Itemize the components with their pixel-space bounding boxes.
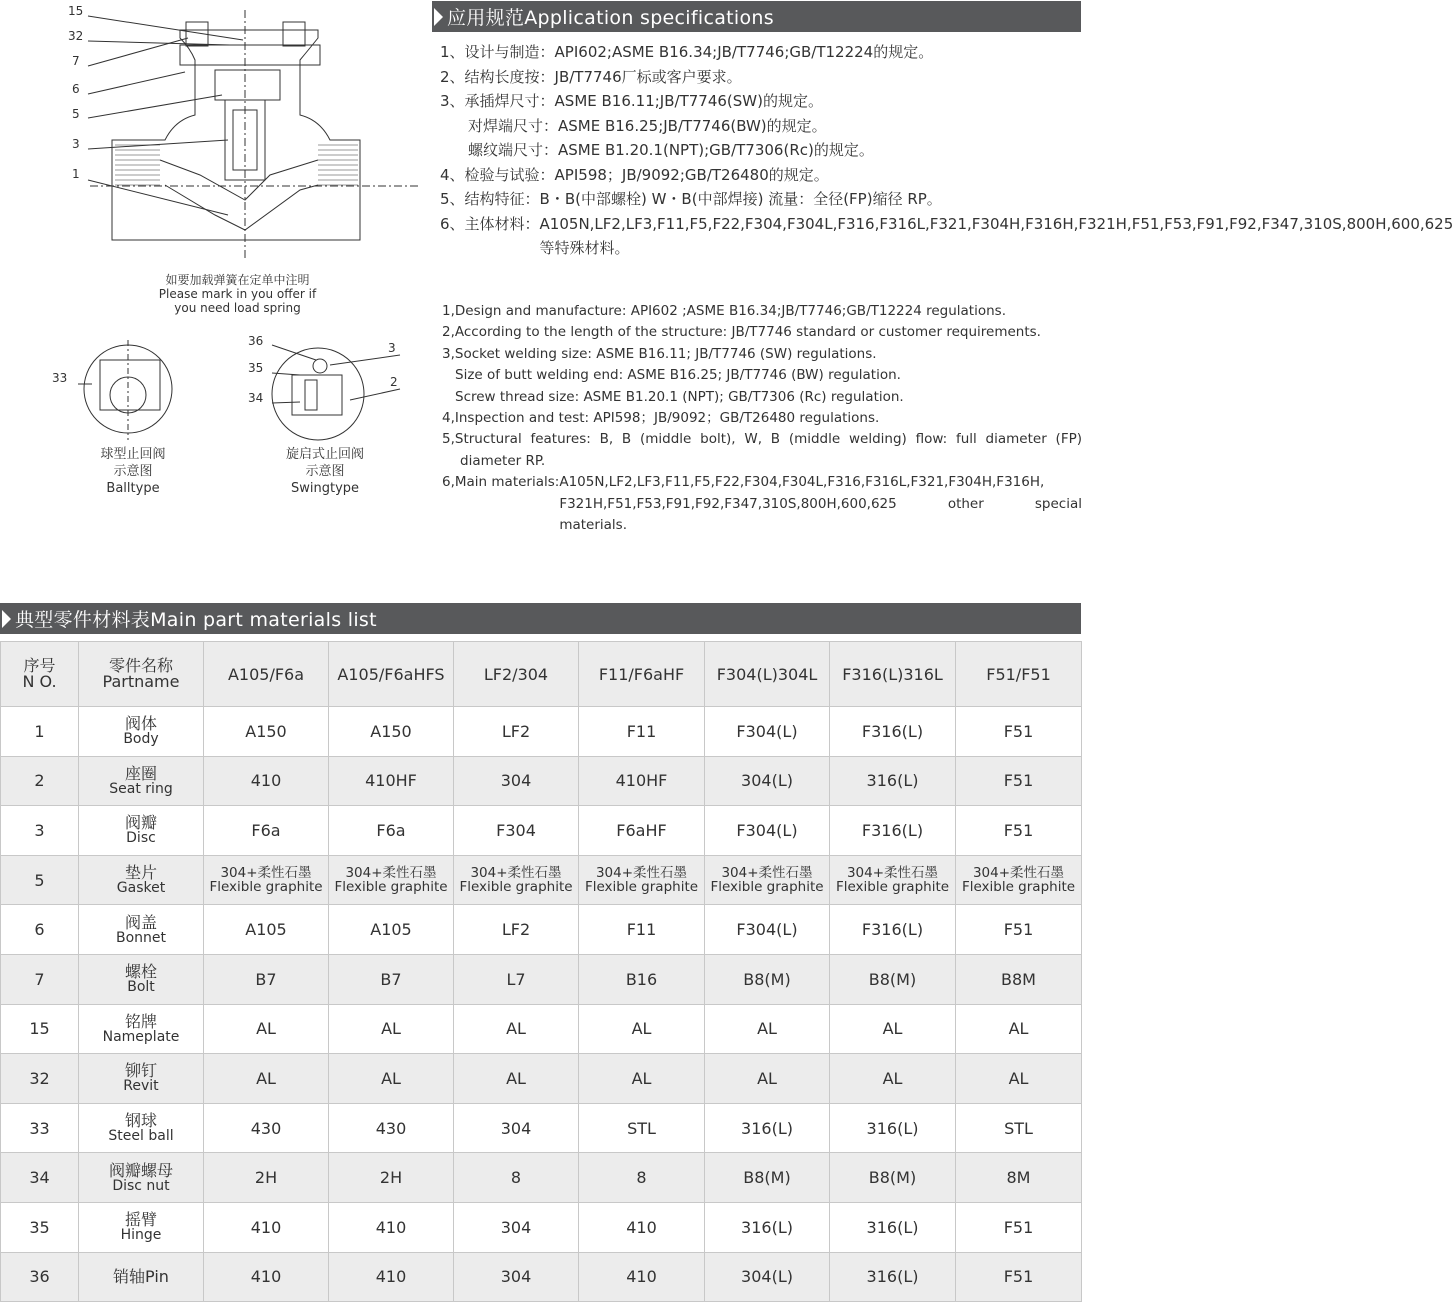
- material-cell: 316(L): [705, 1103, 830, 1153]
- row-no: 32: [1, 1054, 79, 1104]
- spec-section-header: [432, 1, 1081, 32]
- material-cell: F51: [956, 1252, 1082, 1302]
- part-name-cn: 铆钉: [124, 1061, 157, 1081]
- spec-cn-1: 1、设计与制造：API602;ASME B16.34;JB/T7746;GB/T12224的规定。: [440, 43, 934, 61]
- material-cell: A150: [204, 707, 329, 757]
- material-cell: AL: [454, 1004, 579, 1054]
- material-cell: [830, 855, 956, 905]
- material-cell: AL: [579, 1054, 705, 1104]
- gasket-material-en: Flexible graphite: [459, 879, 573, 896]
- material-cell: 316(L): [830, 1252, 956, 1302]
- label-15: 15: [68, 4, 84, 18]
- table-header-row: [1, 642, 1082, 707]
- table-row: [1, 954, 1082, 1004]
- row-no: 7: [1, 954, 79, 1004]
- row-no: 1: [1, 707, 79, 757]
- table-row: [1, 1153, 1082, 1203]
- material-cell: [329, 855, 454, 905]
- material-cell: 410HF: [579, 756, 705, 806]
- material-cell: AL: [454, 1054, 579, 1104]
- materials-section-header: [0, 603, 1081, 634]
- part-name-en: Gasket: [116, 880, 166, 897]
- material-cell: F6aHF: [579, 806, 705, 856]
- table-row: [1, 1202, 1082, 1252]
- part-name-cn: 铭牌: [124, 1011, 157, 1031]
- part-name-cn: 摇臂: [124, 1210, 157, 1230]
- part-name-en: Hinge: [120, 1227, 162, 1244]
- spec-en-2: 2,According to the length of the structure: JB/T7746 standard or customer requirements.: [442, 324, 1041, 341]
- spec-en-5: 5,Structural features: B, B (middle bolt), W, B (middle welding) flow: full diameter (FP): [442, 431, 1082, 448]
- material-cell: F304: [454, 806, 579, 856]
- material-cell: A105: [204, 905, 329, 955]
- label-5: 5: [72, 107, 80, 121]
- spec-en-6-v3: materials.: [559, 517, 627, 534]
- label-3: 3: [72, 137, 80, 151]
- material-cell: [204, 855, 329, 905]
- material-cell: 316(L): [830, 1202, 956, 1252]
- spec-en-6-v2: F321H,F51,F53,F91,F92,F347,310S,800H,600,625 other special: [559, 495, 1082, 512]
- material-cell: 2H: [204, 1153, 329, 1203]
- header-col: A105/F6a: [204, 642, 329, 707]
- material-cell: 8M: [956, 1153, 1082, 1203]
- label-7: 7: [72, 54, 80, 68]
- material-cell: F11: [579, 707, 705, 757]
- material-cell: F51: [956, 806, 1082, 856]
- spec-cn-3b: 对焊端尺寸：ASME B16.25;JB/T7746(BW)的规定。: [468, 116, 827, 135]
- spec-cn-6: [440, 212, 1453, 261]
- material-cell: F6a: [329, 806, 454, 856]
- spec-en-3b: Size of butt welding end: ASME B16.25; JB/T7746 (BW) regulation.: [455, 367, 901, 384]
- row-part: [79, 1103, 204, 1153]
- label-34: 34: [248, 391, 264, 405]
- table-row: [1, 855, 1082, 905]
- part-name-en: Disc: [126, 830, 156, 847]
- gasket-material-cn: 304+柔性石墨: [595, 865, 688, 882]
- material-cell: F6a: [204, 806, 329, 856]
- material-cell: [579, 855, 705, 905]
- ball-type-cn1: 球型止回阀: [100, 447, 166, 462]
- gasket-material-cn: 304+柔性石墨: [972, 865, 1065, 882]
- material-cell: B8(M): [830, 1153, 956, 1203]
- material-cell: F316(L): [830, 707, 956, 757]
- table-row: [1, 1004, 1082, 1054]
- swing-type-en: Swingtype: [290, 481, 360, 496]
- spec-en-list: [442, 301, 1082, 536]
- material-cell: [956, 855, 1082, 905]
- material-cell: 410: [204, 756, 329, 806]
- material-cell: B8(M): [705, 1153, 830, 1203]
- header-col: F11/F6aHF: [579, 642, 705, 707]
- header-col: F316(L)316L: [830, 642, 956, 707]
- material-cell: AL: [705, 1004, 830, 1054]
- swing-type-cn2: 示意图: [305, 464, 345, 479]
- spec-cn-3: 3、承插焊尺寸：ASME B16.11;JB/T7746(SW)的规定。: [440, 92, 823, 110]
- row-no: 36: [1, 1252, 79, 1302]
- table-row: [1, 756, 1082, 806]
- material-cell: 304: [454, 1252, 579, 1302]
- spec-en-6-label: 6,Main materials:: [442, 474, 560, 491]
- materials-title: 典型零件材料表Main part materials list: [15, 609, 377, 631]
- material-cell: 430: [204, 1103, 329, 1153]
- spec-en-4: 4,Inspection and test: API598；JB/9092；GB/T26480 regulations.: [442, 410, 880, 427]
- material-cell: 304: [454, 756, 579, 806]
- gasket-material-en: Flexible graphite: [961, 879, 1076, 896]
- part-name-en: Disc nut: [112, 1177, 170, 1194]
- material-cell: F304(L): [705, 707, 830, 757]
- part-name-cn: 螺栓: [124, 962, 157, 982]
- gasket-material-cn: 304+柔性石墨: [721, 865, 813, 882]
- part-name-cn: 垫片: [124, 863, 157, 883]
- header-col: LF2/304: [454, 642, 579, 707]
- part-name-cn: 阀瓣螺母: [108, 1160, 173, 1180]
- material-cell: F304(L): [705, 806, 830, 856]
- material-cell: AL: [329, 1054, 454, 1104]
- part-name-cn: 阀体: [124, 714, 157, 734]
- row-part: [79, 1153, 204, 1203]
- table-row: [1, 1103, 1082, 1153]
- material-cell: LF2: [454, 707, 579, 757]
- spec-cn-5: 5、结构特征：B・B(中部螺栓) W・B(中部焊接) 流量：全径(FP)缩径 RP。: [440, 190, 942, 208]
- material-cell: 316(L): [830, 1103, 956, 1153]
- label-6: 6: [72, 82, 80, 96]
- material-cell: STL: [579, 1103, 705, 1153]
- label-32: 32: [68, 29, 84, 43]
- spec-title: 应用规范Application specifications: [447, 7, 774, 29]
- part-name-en: Bolt: [127, 979, 155, 996]
- part-name-cn: 阀瓣: [124, 813, 157, 833]
- row-part: [79, 954, 204, 1004]
- spring-note: [130, 273, 345, 315]
- table-row: [1, 1054, 1082, 1104]
- row-part: [79, 1252, 204, 1302]
- material-cell: AL: [204, 1004, 329, 1054]
- material-cell: A105: [329, 905, 454, 955]
- part-name-en: Steel ball: [108, 1128, 174, 1145]
- material-cell: AL: [956, 1054, 1082, 1104]
- row-part: [79, 806, 204, 856]
- row-no: 33: [1, 1103, 79, 1153]
- material-cell: STL: [956, 1103, 1082, 1153]
- table-row: [1, 707, 1082, 757]
- material-cell: 410: [579, 1252, 705, 1302]
- row-no: 6: [1, 905, 79, 955]
- material-cell: F51: [956, 1202, 1082, 1252]
- material-cell: 410: [329, 1252, 454, 1302]
- material-cell: AL: [830, 1054, 956, 1104]
- spring-note-en2: you need load spring: [174, 301, 301, 315]
- spec-cn-6-label: 6、主体材料：: [440, 214, 540, 233]
- swing-type-caption: [260, 446, 390, 497]
- spec-cn-6-value: A105N,LF2,LF3,F11,F5,F22,F304,F304L,F316,F316L,F321,F304H,F316H,F321H,F51,F53,F91,F92,F347,310S,800H,600,625等特殊材料。: [539, 214, 1453, 257]
- row-no: 35: [1, 1202, 79, 1252]
- table-row: [1, 806, 1082, 856]
- row-no: 34: [1, 1153, 79, 1203]
- gasket-material-cn: 304+柔性石墨: [470, 865, 562, 882]
- part-name-en: Nameplate: [102, 1028, 180, 1045]
- gasket-material-en: Flexible graphite: [334, 879, 448, 896]
- row-part: [79, 905, 204, 955]
- part-name-cn: 座圈: [124, 763, 157, 783]
- row-no: 3: [1, 806, 79, 856]
- header-col: F51/F51: [956, 642, 1082, 707]
- material-cell: 410: [329, 1202, 454, 1252]
- material-cell: F316(L): [830, 905, 956, 955]
- gasket-material-en: Flexible graphite: [710, 879, 824, 896]
- spec-en-3: 3,Socket welding size: ASME B16.11; JB/T7746 (SW) regulations.: [442, 345, 877, 362]
- row-part: [79, 1054, 204, 1104]
- gasket-material-en: Flexible graphite: [584, 879, 699, 896]
- spec-en-6-v1: A105N,LF2,LF3,F11,F5,F22,F304,F304L,F316,F316L,F321,F304H,F316H,: [559, 474, 1045, 491]
- table-row: [1, 905, 1082, 955]
- material-cell: LF2: [454, 905, 579, 955]
- material-cell: F11: [579, 905, 705, 955]
- spec-cn-4: 4、检验与试验：API598；JB/9092;GB/T26480的规定。: [440, 165, 829, 184]
- row-part: [79, 1202, 204, 1252]
- part-name-cn: 阀盖: [124, 912, 157, 932]
- material-cell: 430: [329, 1103, 454, 1153]
- header-no: 序号 N O.: [1, 642, 79, 707]
- spec-en-5b: diameter RP.: [460, 452, 546, 469]
- material-cell: B7: [204, 954, 329, 1004]
- header-col: A105/F6aHFS: [329, 642, 454, 707]
- row-part: [79, 707, 204, 757]
- material-cell: F316(L): [830, 806, 956, 856]
- part-name-cn: 销轴Pin: [113, 1266, 169, 1286]
- material-cell: 8: [454, 1153, 579, 1203]
- material-cell: 304: [454, 1103, 579, 1153]
- material-cell: 304: [454, 1202, 579, 1252]
- material-cell: 316(L): [830, 756, 956, 806]
- material-cell: B16: [579, 954, 705, 1004]
- header-col: F304(L)304L: [705, 642, 830, 707]
- material-cell: F51: [956, 905, 1082, 955]
- label-35: 35: [248, 361, 264, 375]
- material-cell: B8M: [956, 954, 1082, 1004]
- label-33: 33: [52, 371, 68, 385]
- row-part: [79, 855, 204, 905]
- part-name-en: Seat ring: [109, 780, 173, 797]
- part-name-en: Body: [123, 731, 159, 748]
- material-cell: AL: [705, 1054, 830, 1104]
- spec-cn-3c: 螺纹端尺寸：ASME B1.20.1(NPT);GB/T7306(Rc)的规定。: [468, 141, 874, 159]
- label-swing-2: 2: [390, 375, 398, 389]
- ball-type-en: Balltype: [106, 481, 160, 496]
- swing-type-cn1: 旋启式止回阀: [285, 447, 364, 462]
- material-cell: AL: [204, 1054, 329, 1104]
- spec-en-3c: Screw thread size: ASME B1.20.1 (NPT); GB/T7306 (Rc) regulation.: [455, 388, 904, 405]
- row-no: 5: [1, 855, 79, 905]
- gasket-material-cn: 304+柔性石墨: [846, 865, 939, 882]
- material-cell: B8(M): [705, 954, 830, 1004]
- material-cell: 2H: [329, 1153, 454, 1203]
- row-no: 15: [1, 1004, 79, 1054]
- material-cell: 410HF: [329, 756, 454, 806]
- label-swing-3: 3: [388, 341, 396, 355]
- material-cell: A150: [329, 707, 454, 757]
- ball-type-caption: [73, 446, 193, 497]
- ball-type-cn2: 示意图: [113, 464, 153, 479]
- section-arrow-icon: [2, 610, 11, 628]
- gasket-material-cn: 304+柔性石墨: [220, 865, 312, 882]
- material-cell: [705, 855, 830, 905]
- row-part: [79, 756, 204, 806]
- spec-cn-list: [440, 40, 1453, 261]
- material-cell: 410: [204, 1252, 329, 1302]
- row-part: [79, 1004, 204, 1054]
- material-cell: 8: [579, 1153, 705, 1203]
- material-cell: 316(L): [705, 1202, 830, 1252]
- gasket-material-cn: 304+柔性石墨: [345, 865, 437, 882]
- material-cell: F304(L): [705, 905, 830, 955]
- spec-en-1: 1,Design and manufacture: API602 ;ASME B16.34;JB/T7746;GB/T12224 regulations.: [442, 303, 1006, 319]
- section-arrow-icon: [434, 8, 443, 26]
- part-name-cn: 钢球: [124, 1111, 157, 1131]
- spec-en-6: [442, 472, 1082, 536]
- material-cell: B7: [329, 954, 454, 1004]
- materials-table: [0, 641, 1082, 1302]
- spring-note-en1: Please mark in you offer if: [158, 287, 317, 301]
- material-cell: AL: [329, 1004, 454, 1054]
- material-cell: [454, 855, 579, 905]
- label-1: 1: [72, 167, 80, 181]
- row-no: 2: [1, 756, 79, 806]
- part-name-en: Bonnet: [115, 929, 167, 946]
- gasket-material-en: Flexible graphite: [835, 879, 950, 896]
- material-cell: AL: [830, 1004, 956, 1054]
- table-row: [1, 1252, 1082, 1302]
- material-cell: AL: [956, 1004, 1082, 1054]
- material-cell: 410: [204, 1202, 329, 1252]
- material-cell: 304(L): [705, 756, 830, 806]
- spring-note-cn: 如要加载弹簧在定单中注明: [165, 273, 310, 287]
- valve-drawing: [0, 0, 440, 520]
- valve-diagram: [0, 0, 440, 520]
- material-cell: L7: [454, 954, 579, 1004]
- material-cell: B8(M): [830, 954, 956, 1004]
- material-cell: 304(L): [705, 1252, 830, 1302]
- gasket-material-en: Flexible graphite: [209, 879, 323, 896]
- header-part: 零件名称 Partname: [79, 642, 204, 707]
- part-name-en: Revit: [123, 1078, 159, 1095]
- material-cell: F51: [956, 707, 1082, 757]
- spec-cn-2: 2、结构长度按：JB/T7746厂标或客户要求。: [440, 67, 742, 86]
- material-cell: 410: [579, 1202, 705, 1252]
- material-cell: F51: [956, 756, 1082, 806]
- material-cell: AL: [579, 1004, 705, 1054]
- label-36: 36: [248, 334, 264, 348]
